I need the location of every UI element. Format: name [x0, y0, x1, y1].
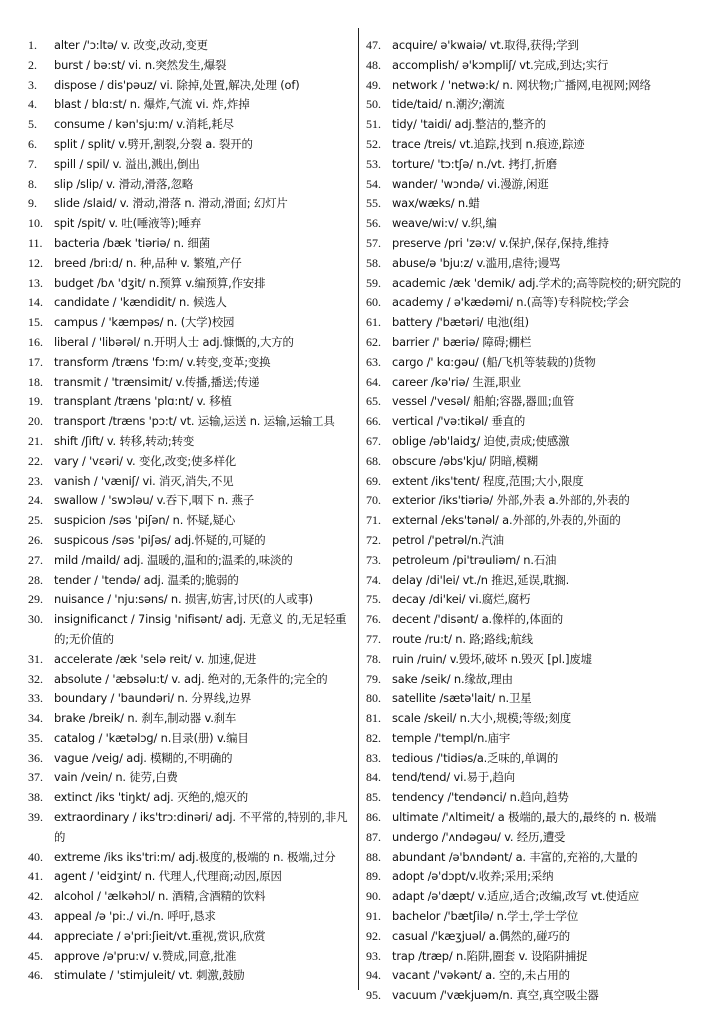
- vocab-entry: [366, 432, 692, 452]
- vocab-entry: [28, 175, 350, 195]
- entry-number: 67.: [366, 433, 381, 448]
- vocab-entry: [366, 788, 692, 808]
- vocab-entry: [366, 947, 692, 967]
- entry-text: brake /breik/ n. 刹车,制动器 v.刹车: [54, 711, 237, 726]
- entry-number: 38.: [28, 790, 43, 805]
- vocab-entry: [28, 610, 350, 650]
- entry-number: 26.: [28, 532, 43, 547]
- entry-number: 11.: [28, 235, 43, 250]
- entry-text: extent /iks'tent/ 程度,范围;大小,限度: [392, 473, 584, 488]
- entry-number: 92.: [366, 928, 381, 943]
- entry-number: 56.: [366, 216, 381, 231]
- entry-text: temple /'templ/n.庙宇: [392, 730, 511, 745]
- vocab-entry: [366, 531, 692, 551]
- entry-number: 77.: [366, 631, 381, 646]
- entry-text: transplant /træns 'plɑ:nt/ v. 移植: [54, 394, 232, 409]
- entry-number: 49.: [366, 77, 381, 92]
- entry-text: academic /æk 'demik/ adj.学术的;高等院校的;研究院的: [392, 275, 682, 290]
- entry-number: 83.: [366, 750, 381, 765]
- entry-number: 54.: [366, 176, 381, 191]
- entry-text: battery /'bætəri/ 电池(组): [392, 315, 529, 330]
- entry-text: approve /ə'pru:v/ v.赞成,同意,批准: [54, 948, 237, 963]
- entry-text: barrier /' bæriə/ 障碍;棚栏: [392, 334, 532, 349]
- entry-text: boundary / 'baundəri/ n. 分界线,边界: [54, 691, 252, 706]
- vocab-entry: [28, 947, 350, 967]
- vocab-entry: [28, 313, 350, 333]
- entry-text: petrol /'petrəl/n.汽油: [392, 532, 504, 547]
- entry-number: 14.: [28, 295, 43, 310]
- entry-number: 62.: [366, 334, 381, 349]
- vocab-entry: [28, 531, 350, 551]
- entry-number: 44.: [28, 928, 43, 943]
- entry-text: vacuum /'vækjuəm/n. 真空,真空吸尘器: [392, 988, 599, 1003]
- entry-text: accelerate /æk 'selə reit/ v. 加速,促进: [54, 651, 257, 666]
- vocab-entry: [366, 551, 692, 571]
- entry-text: catalog / 'kætəlɔg/ n.目录(册) v.编目: [54, 730, 249, 745]
- entry-text: torture/ 'tɔ:tʃə/ n./vt. 拷打,折磨: [392, 156, 557, 171]
- vocab-entry: [366, 36, 692, 56]
- vocab-entry: [28, 848, 350, 868]
- entry-text: appeal /ə 'pi:./ vi./n. 呼吁,恳求: [54, 909, 216, 924]
- entry-text: consume / kən'sju:m/ v.消耗,耗尽: [54, 117, 234, 132]
- entry-text: spit /spit/ v. 吐(唾液等);唾弃: [54, 216, 202, 231]
- entry-number: 81.: [366, 711, 381, 726]
- entry-text: transport /træns 'pɔ:t/ vt. 运输,运送 n. 运输,运输工具: [54, 414, 335, 429]
- vocab-entry: [366, 927, 692, 947]
- vocab-entry: [28, 293, 350, 313]
- vocab-entry: [366, 274, 692, 294]
- entry-number: 39.: [28, 810, 43, 825]
- vocab-entry: [366, 808, 692, 828]
- vocab-entry: [366, 254, 692, 274]
- entry-number: 70.: [366, 493, 381, 508]
- entry-text: slip /slip/ v. 滑动,滑落,忽略: [54, 176, 194, 191]
- entry-text: oblige /əb'laidʒ/ 迫使,责成;使感激: [392, 433, 570, 448]
- vocab-entry: [366, 828, 692, 848]
- entry-number: 15.: [28, 315, 43, 330]
- vocab-entry: [28, 452, 350, 472]
- vocab-entry: [28, 412, 350, 432]
- entry-text: obscure /əbs'kju/ 阴暗,模糊: [392, 453, 538, 468]
- vocab-entry: [28, 709, 350, 729]
- vocab-entry: [366, 491, 692, 511]
- entry-text: trace /treis/ vt.追踪,找到 n.痕迹,踪迹: [392, 136, 585, 151]
- entry-text: vacant /'vəkənt/ a. 空的,未占用的: [392, 968, 570, 983]
- entry-text: tend/tend/ vi.易于,趋向: [392, 770, 516, 785]
- entry-number: 95.: [366, 988, 381, 1003]
- entry-text: route /ru:t/ n. 路;路线;航线: [392, 631, 533, 646]
- entry-text: nuisance / 'nju:səns/ n. 损害,妨害,讨厌(的人或事): [54, 592, 313, 607]
- entry-text: adapt /ə'dæpt/ v.适应,适合;改编,改写 vt.使适应: [392, 889, 640, 904]
- entry-number: 34.: [28, 711, 43, 726]
- entry-text: decent /'disənt/ a.像样的,体面的: [392, 612, 563, 627]
- entry-number: 78.: [366, 651, 381, 666]
- entry-text: adopt /ə'dɔpt/v.收养;采用;采纳: [392, 869, 554, 884]
- entry-text: external /eks'tənəl/ a.外部的,外表的,外面的: [392, 513, 621, 528]
- entry-text: swallow / 'swɔləu/ v.吞下,咽下 n. 燕子: [54, 493, 255, 508]
- entry-number: 23.: [28, 473, 43, 488]
- entry-text: petroleum /pi'trəuliəm/ n.石油: [392, 552, 557, 567]
- vocab-entry: [366, 768, 692, 788]
- vocab-entry: [366, 907, 692, 927]
- vocab-entry: [366, 590, 692, 610]
- vocab-entry: [366, 293, 692, 313]
- vocab-entry: [28, 36, 350, 56]
- vocab-entry: [366, 234, 692, 254]
- entry-number: 75.: [366, 592, 381, 607]
- entry-number: 40.: [28, 849, 43, 864]
- entry-number: 25.: [28, 513, 43, 528]
- vocab-entry: [28, 234, 350, 254]
- entry-number: 87.: [366, 829, 381, 844]
- entry-number: 24.: [28, 493, 43, 508]
- entry-text: extreme /iks iks'tri:m/ adj.极度的,极端的 n. 极端,过分: [54, 849, 336, 864]
- entry-number: 80.: [366, 691, 381, 706]
- entry-number: 53.: [366, 156, 381, 171]
- entry-number: 17.: [28, 354, 43, 369]
- entry-text: vessel /'vesəl/ 船舶;容器,器皿;血管: [392, 394, 575, 409]
- entry-text: tendency /'tendənci/ n.趋向,趋势: [392, 790, 569, 805]
- entry-number: 41.: [28, 869, 43, 884]
- vocab-entry: [366, 749, 692, 769]
- entry-text: ruin /ruin/ v.毁坏,破坏 n.毁灭 [pl.]废墟: [392, 651, 592, 666]
- entry-text: vague /veig/ adj. 模糊的,不明确的: [54, 750, 233, 765]
- vocab-entry: [28, 135, 350, 155]
- vocab-entry: [366, 867, 692, 887]
- entry-number: 13.: [28, 275, 43, 290]
- entry-number: 52.: [366, 136, 381, 151]
- vocab-entry: [28, 788, 350, 808]
- vocab-entry: [28, 491, 350, 511]
- vocab-entry: [28, 689, 350, 709]
- entry-text: wax/wæks/ n.蜡: [392, 196, 480, 211]
- entry-number: 19.: [28, 394, 43, 409]
- vocab-entry: [366, 472, 692, 492]
- vocab-entry: [28, 551, 350, 571]
- vocab-entry: [28, 650, 350, 670]
- entry-text: alcohol / 'ælkəhɔl/ n. 酒精,含酒精的饮料: [54, 889, 266, 904]
- entry-text: sake /seik/ n.缘故,理由: [392, 671, 513, 686]
- entry-number: 93.: [366, 948, 381, 963]
- entry-number: 7.: [28, 156, 37, 171]
- entry-number: 88.: [366, 849, 381, 864]
- entry-number: 74.: [366, 572, 381, 587]
- vocab-entry: [28, 472, 350, 492]
- entry-number: 22.: [28, 453, 43, 468]
- entry-number: 64.: [366, 374, 381, 389]
- entry-text: tender / 'tendə/ adj. 温柔的;脆弱的: [54, 572, 239, 587]
- entry-number: 68.: [366, 453, 381, 468]
- entry-number: 69.: [366, 473, 381, 488]
- vocab-entry: [28, 808, 350, 848]
- vocab-entry: [366, 966, 692, 986]
- entry-number: 46.: [28, 968, 43, 983]
- entry-text: tidy/ 'taidi/ adj.整洁的,整齐的: [392, 117, 546, 132]
- entry-text: blast / blɑ:st/ n. 爆炸,气流 vi. 炸,炸掉: [54, 97, 250, 112]
- entry-text: dispose / dis'pəuz/ vi. 除掉,处置,解决,处理 (of): [54, 77, 300, 92]
- entry-text: trap /træp/ n.陷阱,圈套 v. 设陷阱捕捉: [392, 948, 588, 963]
- left-word-column: [28, 36, 350, 986]
- entry-number: 55.: [366, 196, 381, 211]
- entry-text: extinct /iks 'tiŋkt/ adj. 灭绝的,熄灭的: [54, 790, 249, 805]
- entry-number: 21.: [28, 433, 43, 448]
- entry-text: delay /di'lei/ vt./n 推迟,延误,耽搁.: [392, 572, 570, 587]
- vocab-entry: [28, 254, 350, 274]
- entry-number: 71.: [366, 513, 381, 528]
- entry-number: 35.: [28, 730, 43, 745]
- entry-number: 12.: [28, 255, 43, 270]
- vocab-entry: [366, 175, 692, 195]
- entry-number: 84.: [366, 770, 381, 785]
- vocab-entry: [366, 709, 692, 729]
- entry-text: casual /'kæʒjuəl/ a.偶然的,碰巧的: [392, 928, 571, 943]
- entry-number: 82.: [366, 730, 381, 745]
- vocab-entry: [366, 56, 692, 76]
- vocab-entry: [28, 194, 350, 214]
- vocab-entry: [366, 214, 692, 234]
- entry-text: split / split/ v.劈开,割裂,分裂 a. 裂开的: [54, 136, 253, 151]
- vocab-entry: [366, 373, 692, 393]
- entry-text: suspicous /səs 'piʃəs/ adj.怀疑的,可疑的: [54, 532, 266, 547]
- entry-number: 20.: [28, 414, 43, 429]
- entry-number: 86.: [366, 810, 381, 825]
- vocab-entry: [366, 571, 692, 591]
- vocab-entry: [28, 571, 350, 591]
- entry-text: candidate / 'kændidit/ n. 候选人: [54, 295, 227, 310]
- entry-text: transform /træns 'fɔ:m/ v.转变,变革;变换: [54, 354, 271, 369]
- entry-text: bacteria /bæk 'tiəriə/ n. 细菌: [54, 235, 210, 250]
- entry-text: undergo /'ʌndəgəu/ v. 经历,遭受: [392, 829, 566, 844]
- vocab-entry: [366, 333, 692, 353]
- vocab-entry: [366, 412, 692, 432]
- entry-text: scale /skeil/ n.大小,规模;等级;刻度: [392, 711, 571, 726]
- entry-number: 3.: [28, 77, 37, 92]
- entry-text: wander/ 'wɔndə/ vi.漫游,闲逛: [392, 176, 549, 191]
- entry-text: insignificanct / 7insig 'nifisənt/ adj. 无意义 的,无足轻重的;无价值的: [54, 612, 347, 646]
- vocab-entry: [28, 590, 350, 610]
- entry-number: 58.: [366, 255, 381, 270]
- entry-text: absolute / 'æbsəlu:t/ v. adj. 绝对的,无条件的;完全的: [54, 671, 328, 686]
- vocab-entry: [28, 353, 350, 373]
- entry-text: tedious /'tidiəs/a.乏味的,单调的: [392, 750, 559, 765]
- entry-number: 28.: [28, 572, 43, 587]
- entry-number: 30.: [28, 612, 43, 627]
- entry-text: academy / ə'kædəmi/ n.(高等)专科院校;学会: [392, 295, 629, 310]
- entry-text: burst / bə:st/ vi. n.突然发生,爆裂: [54, 57, 227, 72]
- entry-text: appreciate / ə'pri:ʃieit/vt.重视,赏识,欣赏: [54, 928, 266, 943]
- vocab-entry: [366, 848, 692, 868]
- vocab-entry: [366, 986, 692, 1006]
- entry-number: 4.: [28, 97, 37, 112]
- entry-number: 47.: [366, 38, 381, 52]
- entry-number: 51.: [366, 117, 381, 132]
- entry-number: 31.: [28, 651, 43, 666]
- vocab-entry: [366, 313, 692, 333]
- entry-number: 27.: [28, 552, 43, 567]
- entry-text: vertical /'və:tikəl/ 垂直的: [392, 414, 526, 429]
- entry-text: network / 'netwə:k/ n. 网状物;广播网,电视网;网络: [392, 77, 651, 92]
- vocab-entry: [366, 610, 692, 630]
- vocab-entry: [28, 749, 350, 769]
- entry-text: slide /slaid/ v. 滑动,滑落 n. 滑动,滑面; 幻灯片: [54, 196, 288, 211]
- vocab-entry: [28, 214, 350, 234]
- entry-number: 5.: [28, 117, 37, 132]
- entry-text: satellite /sætə'lait/ n.卫星: [392, 691, 532, 706]
- entry-text: bachelor /'bætʃilə/ n.学士,学士学位: [392, 909, 579, 924]
- entry-number: 94.: [366, 968, 381, 983]
- entry-text: vary / 'vεəri/ v. 变化,改变;使多样化: [54, 453, 237, 468]
- entry-number: 60.: [366, 295, 381, 310]
- entry-text: ultimate /'ʌltimeit/ a 极端的,最大的,最终的 n. 极端: [392, 810, 657, 825]
- entry-text: abuse/ə 'bju:z/ v.滥用,虐待;谩骂: [392, 255, 561, 270]
- entry-text: spill / spil/ v. 溢出,溅出,倒出: [54, 156, 200, 171]
- entry-number: 37.: [28, 770, 43, 785]
- vocab-entry: [28, 887, 350, 907]
- vocab-entry: [28, 768, 350, 788]
- vocab-entry: [28, 373, 350, 393]
- entry-text: vain /vein/ n. 徒劳,白费: [54, 770, 178, 785]
- entry-text: abundant /ə'bʌndənt/ a. 丰富的,充裕的,大量的: [392, 849, 638, 864]
- entry-text: agent / 'eidʒint/ n. 代理人,代理商;动因,原因: [54, 869, 282, 884]
- entry-text: exterior /iks'tiəriə/ 外部,外表 a.外部的,外表的: [392, 493, 630, 508]
- entry-number: 50.: [366, 97, 381, 112]
- entry-number: 91.: [366, 909, 381, 924]
- entry-text: acquire/ ə'kwaiə/ vt.取得,获得;学到: [392, 38, 579, 52]
- vocab-entry: [28, 95, 350, 115]
- entry-text: extraordinary / iks'trɔ:dinəri/ adj. 不平常的,特别的,非凡的: [54, 810, 348, 844]
- vocab-entry: [28, 511, 350, 531]
- entry-text: shift /ʃift/ v. 转移,转动;转变: [54, 433, 195, 448]
- entry-number: 1.: [28, 38, 37, 52]
- entry-text: weave/wi:v/ v.织,编: [392, 216, 497, 231]
- vocab-entry: [366, 511, 692, 531]
- entry-number: 73.: [366, 552, 381, 567]
- vocab-entry: [366, 729, 692, 749]
- entry-text: mild /maild/ adj. 温暖的,温和的;温柔的,味淡的: [54, 552, 293, 567]
- entry-number: 48.: [366, 57, 381, 72]
- vocab-entry: [28, 432, 350, 452]
- entry-number: 36.: [28, 750, 43, 765]
- entry-text: campus / 'kæmpəs/ n. (大学)校园: [54, 315, 235, 330]
- entry-text: cargo /' kɑ:gəu/ (船/飞机等装载的)货物: [392, 354, 596, 369]
- entry-text: transmit / 'trænsimit/ v.传播,播送;传递: [54, 374, 260, 389]
- entry-text: alter /'ɔ:ltə/ v. 改变,改动,变更: [54, 38, 208, 52]
- entry-number: 9.: [28, 196, 37, 211]
- vocab-entry: [366, 95, 692, 115]
- entry-text: suspicion /səs 'piʃən/ n. 怀疑,疑心: [54, 513, 236, 528]
- entry-number: 66.: [366, 414, 381, 429]
- entry-number: 59.: [366, 275, 381, 290]
- entry-number: 76.: [366, 612, 381, 627]
- vocab-entry: [28, 155, 350, 175]
- vocab-entry: [28, 670, 350, 690]
- entry-number: 45.: [28, 948, 43, 963]
- vocab-entry: [366, 115, 692, 135]
- entry-number: 16.: [28, 334, 43, 349]
- vocab-entry: [28, 907, 350, 927]
- entry-text: stimulate / 'stimjuleit/ vt. 刺激,鼓励: [54, 968, 245, 983]
- vocab-entry: [28, 729, 350, 749]
- entry-number: 33.: [28, 691, 43, 706]
- vocab-entry: [28, 333, 350, 353]
- entry-number: 85.: [366, 790, 381, 805]
- vocab-entry: [366, 452, 692, 472]
- right-word-column: [366, 36, 692, 1006]
- entry-text: tide/taid/ n.潮汐;潮流: [392, 97, 505, 112]
- vocab-entry: [28, 867, 350, 887]
- entry-number: 63.: [366, 354, 381, 369]
- entry-number: 32.: [28, 671, 43, 686]
- entry-number: 89.: [366, 869, 381, 884]
- entry-text: budget /bʌ 'dʒit/ n.预算 v.编预算,作安排: [54, 275, 266, 290]
- vocab-entry: [366, 670, 692, 690]
- entry-number: 29.: [28, 592, 43, 607]
- entry-number: 2.: [28, 57, 37, 72]
- vocab-entry: [366, 650, 692, 670]
- entry-number: 65.: [366, 394, 381, 409]
- vocab-entry: [28, 76, 350, 96]
- vocab-entry: [28, 115, 350, 135]
- entry-number: 90.: [366, 889, 381, 904]
- column-divider: [358, 28, 359, 990]
- vocab-entry: [28, 392, 350, 412]
- entry-number: 10.: [28, 216, 43, 231]
- entry-text: career /kə'riə/ 生涯,职业: [392, 374, 521, 389]
- entry-number: 18.: [28, 374, 43, 389]
- entry-number: 72.: [366, 532, 381, 547]
- entry-number: 61.: [366, 315, 381, 330]
- entry-text: liberal / 'libərəl/ n.开明人士 adj.慷慨的,大方的: [54, 334, 294, 349]
- entry-number: 43.: [28, 909, 43, 924]
- vocab-entry: [366, 76, 692, 96]
- vocab-entry: [366, 353, 692, 373]
- entry-number: 57.: [366, 235, 381, 250]
- entry-number: 79.: [366, 671, 381, 686]
- entry-number: 6.: [28, 136, 37, 151]
- vocab-entry: [366, 194, 692, 214]
- vocab-entry: [366, 689, 692, 709]
- vocab-entry: [366, 392, 692, 412]
- entry-number: 8.: [28, 176, 37, 191]
- entry-text: preserve /pri 'zə:v/ v.保护,保存,保持,维持: [392, 235, 609, 250]
- vocab-entry: [28, 927, 350, 947]
- vocab-entry: [366, 887, 692, 907]
- entry-text: breed /bri:d/ n. 种,品种 v. 繁殖,产仔: [54, 255, 242, 270]
- vocab-entry: [28, 966, 350, 986]
- entry-number: 42.: [28, 889, 43, 904]
- vocab-entry: [366, 630, 692, 650]
- vocab-entry: [28, 56, 350, 76]
- vocab-entry: [366, 155, 692, 175]
- vocab-entry: [28, 274, 350, 294]
- entry-text: vanish / 'væniʃ/ vi. 消灭,消失,不见: [54, 473, 234, 488]
- entry-text: decay /di'kei/ vi.腐烂,腐朽: [392, 592, 531, 607]
- entry-text: accomplish/ ə'kɔmpliʃ/ vt.完成,到达;实行: [392, 57, 609, 72]
- vocab-entry: [366, 135, 692, 155]
